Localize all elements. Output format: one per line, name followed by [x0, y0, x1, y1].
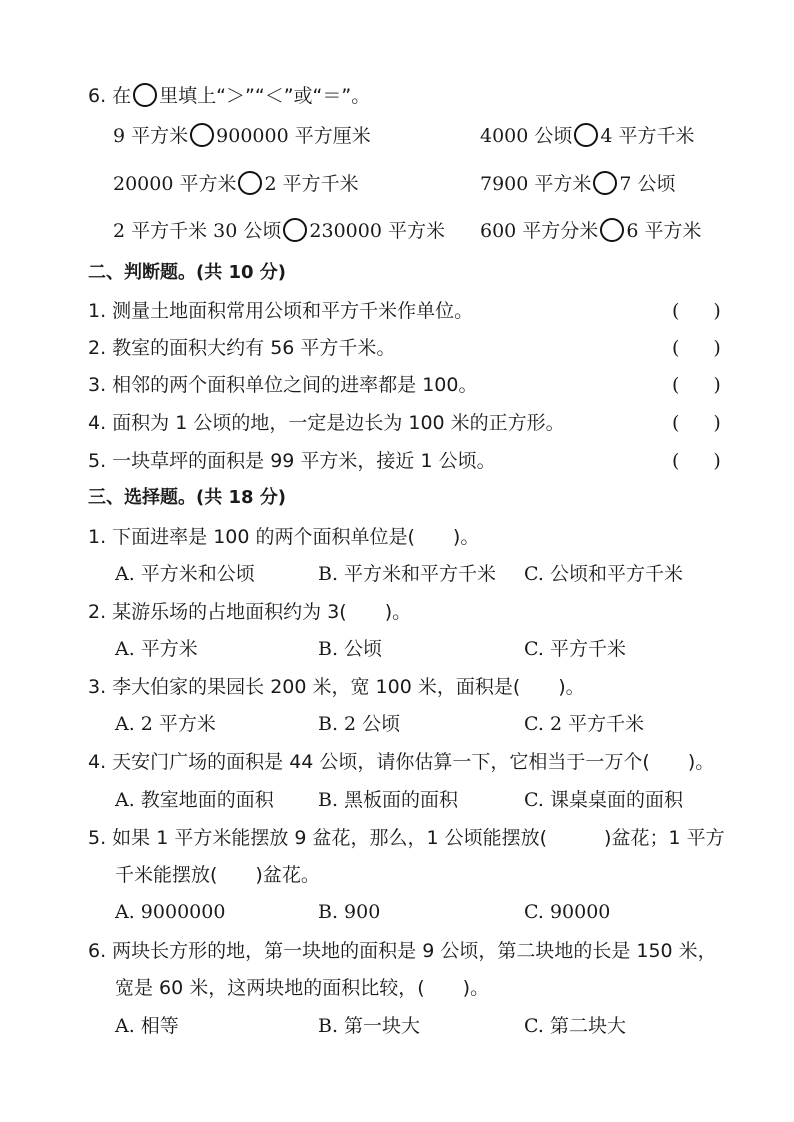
option-a[interactable]: A. 9000000: [115, 901, 226, 923]
section-heading-judgement: 二、判断题。(共 10 分): [88, 262, 287, 283]
judgement-item: 1. 测量土地面积常用公顷和平方千米作单位。: [88, 300, 474, 322]
option-c[interactable]: C. 课桌桌面的面积: [524, 789, 683, 811]
choice-question-stem: 2. 某游乐场的占地面积约为 3( )。: [88, 601, 412, 623]
circle-blank-icon: [133, 83, 157, 107]
option-a[interactable]: A. 平方米和公顷: [115, 563, 255, 585]
answer-paren[interactable]: ( ): [672, 412, 721, 434]
judgement-item: 2. 教室的面积大约有 56 平方千米。: [88, 337, 396, 359]
compare-right: 6 平方米: [626, 220, 702, 242]
compare-circle[interactable]: [238, 171, 262, 195]
option-b[interactable]: B. 黑板面的面积: [318, 789, 459, 811]
option-c[interactable]: C. 2 平方千米: [524, 713, 645, 735]
choice-question-stem: 3. 李大伯家的果园长 200 米，宽 100 米，面积是( )。: [88, 676, 585, 698]
compare-right: 4 平方千米: [600, 125, 695, 147]
judgement-item: 4. 面积为 1 公顷的地，一定是边长为 100 米的正方形。: [88, 412, 565, 434]
option-a[interactable]: A. 平方米: [115, 638, 198, 660]
compare-right: 230000 平方米: [309, 220, 445, 242]
option-c[interactable]: C. 平方千米: [524, 638, 626, 660]
answer-paren[interactable]: ( ): [672, 374, 721, 396]
compare-item: [480, 172, 676, 197]
judgement-item: 5. 一块草坪的面积是 99 平方米，接近 1 公顷。: [88, 450, 496, 472]
choice-question-stem: 6. 两块长方形的地，第一块地的面积是 9 公顷，第二块地的长是 150 米，: [88, 940, 717, 962]
option-b[interactable]: B. 2 公顷: [318, 713, 401, 735]
compare-circle[interactable]: [283, 218, 307, 242]
option-b[interactable]: B. 平方米和平方千米: [318, 563, 497, 585]
q6-title-a: 6. 在: [88, 85, 132, 107]
compare-right: 2 平方千米: [264, 173, 359, 195]
option-b[interactable]: B. 第一块大: [318, 1015, 421, 1037]
judgement-item: 3. 相邻的两个面积单位之间的进率都是 100。: [88, 374, 478, 396]
option-c[interactable]: C. 90000: [524, 901, 611, 923]
compare-left: 7900 平方米: [480, 173, 592, 195]
option-b[interactable]: B. 公顷: [318, 638, 383, 660]
compare-left: 20000 平方米: [113, 173, 237, 195]
compare-circle[interactable]: [600, 218, 624, 242]
compare-circle[interactable]: [574, 123, 598, 147]
compare-circle[interactable]: [593, 171, 617, 195]
compare-item: [113, 172, 359, 197]
compare-item: [113, 219, 445, 244]
option-c[interactable]: C. 第二块大: [524, 1015, 626, 1037]
compare-left: 600 平方分米: [480, 220, 599, 242]
compare-left: 9 平方米: [113, 125, 189, 147]
section-heading-choice: 三、选择题。(共 18 分): [88, 487, 287, 508]
option-a[interactable]: A. 相等: [115, 1015, 179, 1037]
option-a[interactable]: A. 教室地面的面积: [115, 789, 274, 811]
compare-left: 2 平方千米 30 公顷: [113, 220, 282, 242]
answer-paren[interactable]: ( ): [672, 337, 721, 359]
compare-left: 4000 公顷: [480, 125, 573, 147]
compare-item: [113, 124, 371, 149]
compare-right: 900000 平方厘米: [216, 125, 371, 147]
option-b[interactable]: B. 900: [318, 901, 381, 923]
q6-title-b: 里填上“＞”“＜”或“＝”。: [159, 85, 371, 107]
answer-paren[interactable]: ( ): [672, 450, 721, 472]
option-c[interactable]: C. 公顷和平方千米: [524, 563, 683, 585]
compare-right: 7 公顷: [619, 173, 676, 195]
choice-question-stem: 5. 如果 1 平方米能摆放 9 盆花，那么，1 公顷能摆放( )盆花；1 平方: [88, 827, 725, 849]
choice-question-stem-cont: 千米能摆放( )盆花。: [115, 864, 320, 886]
choice-question-stem-cont: 宽是 60 米，这两块地的面积比较，( )。: [115, 977, 490, 999]
choice-question-stem: 1. 下面进率是 100 的两个面积单位是( )。: [88, 526, 480, 548]
compare-item: [480, 124, 695, 149]
q6-title: [88, 84, 370, 109]
answer-paren[interactable]: ( ): [672, 300, 721, 322]
compare-item: [480, 219, 701, 244]
compare-circle[interactable]: [190, 123, 214, 147]
option-a[interactable]: A. 2 平方米: [115, 713, 216, 735]
choice-question-stem: 4. 天安门广场的面积是 44 公顷，请你估算一下，它相当于一万个( )。: [88, 751, 715, 773]
